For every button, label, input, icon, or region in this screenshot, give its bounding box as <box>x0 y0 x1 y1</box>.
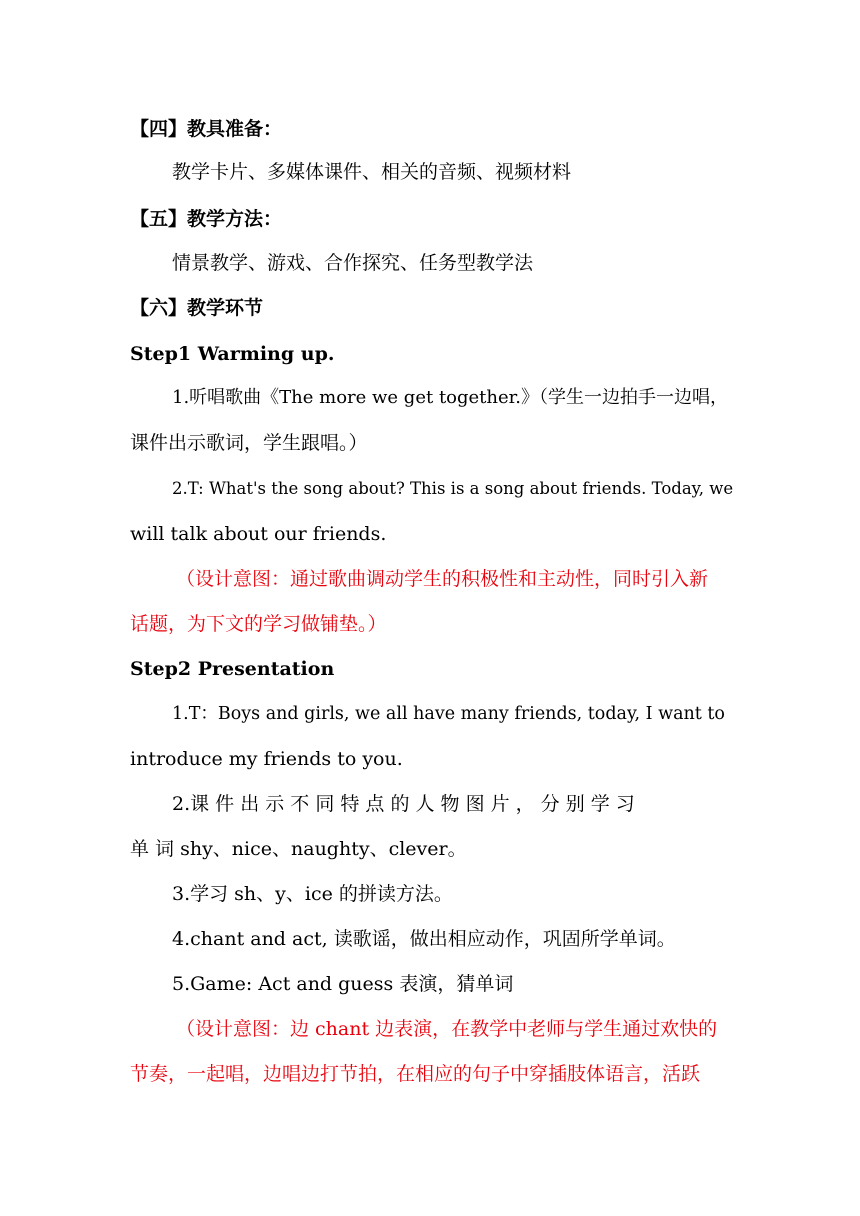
step1-item2-line1: 2.T: What's the song about? This is a song about friends. Today, we <box>172 479 734 498</box>
section-heading-teaching-methods: 【五】教学方法： <box>130 208 283 230</box>
step2-item5: 5.Game: Act and guess 表演，猜单词 <box>172 973 514 995</box>
step1-item2-line2: will talk about our friends. <box>130 523 387 545</box>
step2-item1-line2: introduce my friends to you. <box>130 748 403 770</box>
step1-title: Step1 Warming up. <box>130 343 335 365</box>
teaching-methods-text: 情景教学、游戏、合作探究、任务型教学法 <box>172 252 534 274</box>
step2-item4: 4.chant and act, 读歌谣，做出相应动作，巩固所学单词。 <box>172 928 676 950</box>
step2-design-intent-line1: （设计意图：边 chant 边表演，在教学中老师与学生通过欢快的 <box>176 1018 718 1040</box>
step2-item1-line1: 1.T：Boys and girls, we all have many friends, today, I want to <box>172 704 725 724</box>
step2-design-intent-line2: 节奏，一起唱，边唱边打节拍，在相应的句子中穿插肢体语言，活跃 <box>130 1063 701 1085</box>
step2-title: Step2 Presentation <box>130 658 335 680</box>
step2-item3: 3.学习 sh、y、ice 的拼读方法。 <box>172 883 453 905</box>
teaching-aids-text: 教学卡片、多媒体课件、相关的音频、视频材料 <box>172 161 572 183</box>
step2-item2-line1: 2.课 件 出 示 不 同 特 点 的 人 物 图 片 ， 分 别 学 习 <box>172 793 635 815</box>
step1-design-intent-line2: 话题，为下文的学习做铺垫。） <box>130 613 387 635</box>
step1-item1-line2: 课件出示歌词，学生跟唱。） <box>130 432 368 454</box>
section-heading-teaching-aids: 【四】教具准备： <box>130 118 283 140</box>
step1-design-intent-line1: （设计意图：通过歌曲调动学生的积极性和主动性，同时引入新 <box>176 568 709 590</box>
step2-item2-line2: 单 词 shy、nice、naughty、clever。 <box>130 838 467 860</box>
section-heading-teaching-steps: 【六】教学环节 <box>130 297 264 319</box>
step1-item1-line1: 1.听唱歌曲《The more we get together.》（学生一边拍手一边唱， <box>172 387 729 408</box>
